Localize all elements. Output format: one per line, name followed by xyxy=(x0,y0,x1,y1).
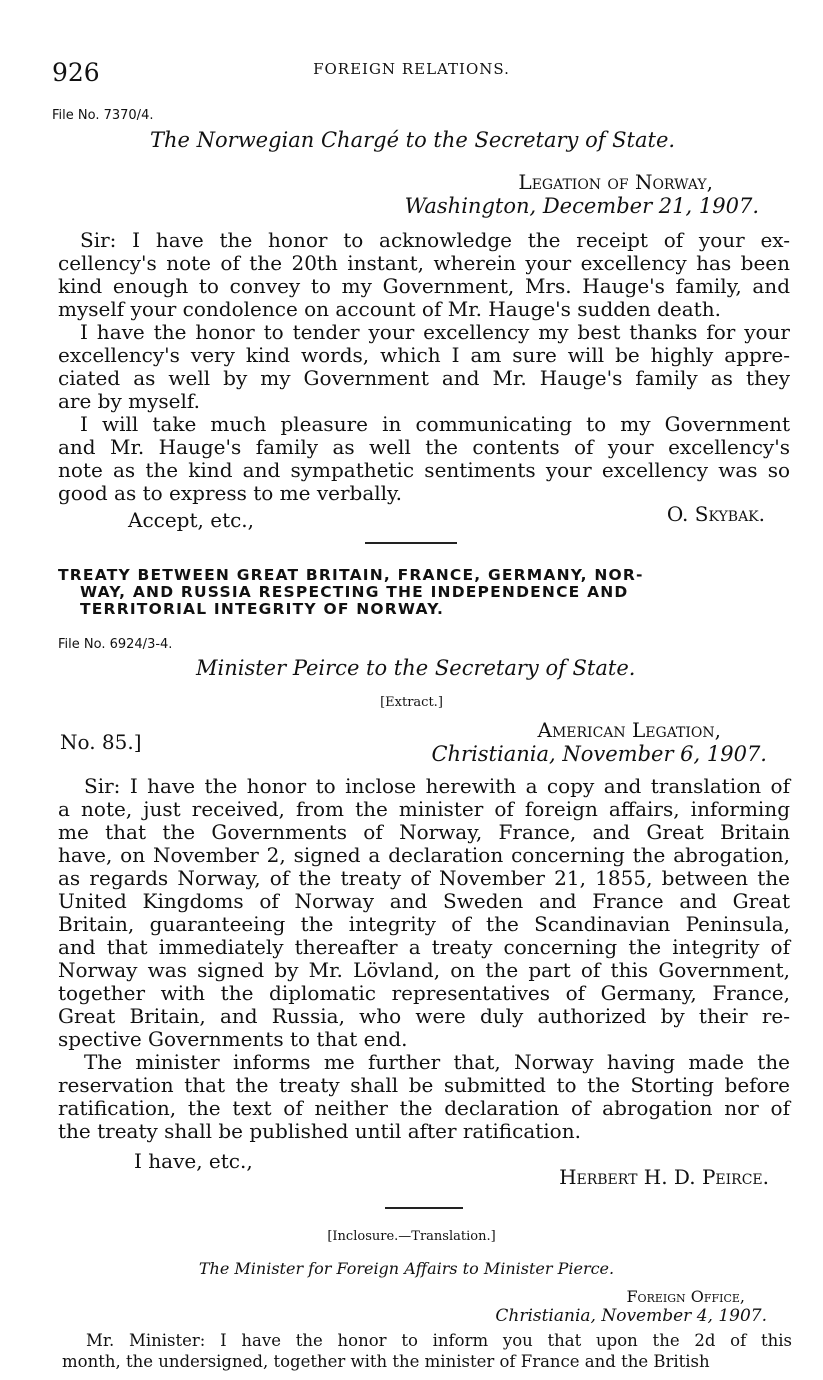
dispatch-number: No. 85.] xyxy=(60,730,142,754)
text-line: I have the honor to tender your excellency my best thanks for your xyxy=(80,320,790,344)
signature: O. Skybak. xyxy=(666,502,765,526)
inclosure-label: [Inclosure.—Translation.] xyxy=(327,1229,496,1244)
extract-label: [Extract.] xyxy=(380,695,443,710)
file-number: File No. 7370/4. xyxy=(52,108,154,123)
section-heading xyxy=(58,567,790,618)
text-line: kind enough to convey to my Government, Mrs. Hauge's family, and xyxy=(58,274,790,298)
closing: I have, etc., xyxy=(134,1149,253,1173)
divider xyxy=(385,1207,463,1209)
paragraph xyxy=(58,1051,790,1143)
text-line: the treaty shall be published until after ratification. xyxy=(58,1119,581,1143)
paragraph xyxy=(58,413,790,505)
letter-title: The Minister for Foreign Affairs to Minister Pierce. xyxy=(198,1259,615,1278)
text-line: and that immediately thereafter a treaty concerning the integrity of xyxy=(58,935,790,959)
text-line: Britain, guaranteeing the integrity of the Scandinavian Peninsula, xyxy=(58,912,790,936)
text-line: and Mr. Hauge's family as well the contents of your excellency's xyxy=(58,435,790,459)
page-number: 926 xyxy=(52,58,100,87)
text-line: reservation that the treaty shall be submitted to the Storting before xyxy=(58,1073,790,1097)
date-line: Christiania, November 4, 1907. xyxy=(495,1306,767,1326)
date-line: Christiania, November 6, 1907. xyxy=(431,742,767,766)
paragraph xyxy=(58,229,790,321)
text-line: month, the undersigned, together with the minister of France and the British xyxy=(62,1352,710,1371)
place-line: Legation of Norway, xyxy=(518,170,713,194)
heading-line: WAY, AND RUSSIA RESPECTING THE INDEPENDENCE AND xyxy=(80,583,629,601)
text-line: a note, just received, from the minister of foreign affairs, informing xyxy=(58,797,790,821)
text-line: Great Britain, and Russia, who were duly authorized by their re- xyxy=(58,1004,790,1028)
date-line: Washington, December 21, 1907. xyxy=(404,194,759,218)
heading-line: TERRITORIAL INTEGRITY OF NORWAY. xyxy=(80,600,445,618)
place-line: American Legation, xyxy=(537,718,721,742)
text-line: have, on November 2, signed a declaration concerning the abrogation, xyxy=(58,843,790,867)
letter-title: The Norwegian Chargé to the Secretary of State. xyxy=(150,128,676,152)
text-line: ciated as well by my Government and Mr. Hauge's family as they xyxy=(58,366,790,390)
paragraph xyxy=(58,775,790,1051)
text-line: excellency's very kind words, which I am sure will be highly appre- xyxy=(58,343,790,367)
text-line: spective Governments to that end. xyxy=(58,1027,408,1051)
place-line: Foreign Office, xyxy=(626,1287,745,1306)
text-line: Norway was signed by Mr. Lövland, on the part of this Government, xyxy=(58,958,790,982)
text-line: myself your condolence on account of Mr. Hauge's sudden death. xyxy=(58,297,721,321)
text-line: Mr. Minister: I have the honor to inform you that upon the 2d of this xyxy=(86,1331,792,1350)
text-line: Sir: I have the honor to acknowledge the receipt of your ex- xyxy=(80,228,790,252)
text-line: me that the Governments of Norway, France, and Great Britain xyxy=(58,820,790,844)
text-line: I will take much pleasure in communicating to my Government xyxy=(80,412,790,436)
closing: Accept, etc., xyxy=(128,508,255,532)
text-line: The minister informs me further that, Norway having made the xyxy=(84,1050,790,1074)
text-line: Sir: I have the honor to inclose herewith a copy and translation of xyxy=(84,774,790,798)
text-line: good as to express to me verbally. xyxy=(58,481,403,505)
text-line: cellency's note of the 20th instant, wherein your excellency has been xyxy=(58,251,790,275)
letter-title: Minister Peirce to the Secretary of State. xyxy=(196,656,636,680)
text-line: are by myself. xyxy=(58,389,200,413)
paragraph xyxy=(62,1330,792,1372)
divider xyxy=(365,542,457,544)
text-line: as regards Norway, of the treaty of November 21, 1855, between the xyxy=(58,866,790,890)
text-line: United Kingdoms of Norway and Sweden and France and Great xyxy=(58,889,790,913)
signature: Herbert H. D. Peirce. xyxy=(559,1165,769,1189)
text-line: ratification, the text of neither the declaration of abrogation nor of xyxy=(58,1096,790,1120)
text-line: together with the diplomatic representatives of Germany, France, xyxy=(58,981,790,1005)
running-title: FOREIGN RELATIONS. xyxy=(313,60,510,78)
text-line: note as the kind and sympathetic sentiments your excellency was so xyxy=(58,458,790,482)
file-number: File No. 6924/3-4. xyxy=(58,637,173,652)
heading-line: TREATY BETWEEN GREAT BRITAIN, FRANCE, GERMANY, NOR- xyxy=(58,566,644,584)
paragraph xyxy=(58,321,790,413)
